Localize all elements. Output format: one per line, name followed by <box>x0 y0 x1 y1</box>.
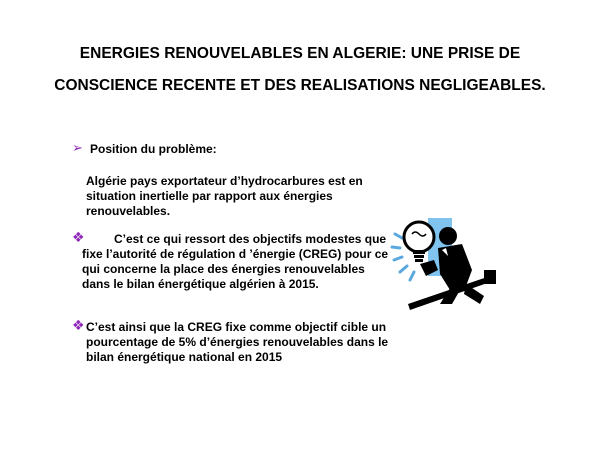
paragraph-2-line: dans le bilan énergétique algérien à 2015. <box>82 277 319 291</box>
paragraph-2-line: fixe l’autorité de régulation d ’énergie (CREG) pour ce <box>82 247 389 261</box>
arrow-right-icon: ➢ <box>72 140 83 155</box>
paragraph-1-line: renouvelables. <box>86 204 171 218</box>
slide-title <box>40 38 560 102</box>
lightbulb-man-icon <box>380 200 500 310</box>
paragraph-3-line: pourcentage de 5% d’énergies renouvelables dans le <box>86 335 389 349</box>
paragraph-1-line: situation inertielle par rapport aux énergies <box>86 189 333 203</box>
paragraph-3-line: C’est ainsi que la CREG fixe comme objectif cible un <box>86 320 387 334</box>
four-diamond-icon: ❖ <box>72 229 83 245</box>
paragraph-3 <box>86 320 389 365</box>
paragraph-1 <box>86 174 363 219</box>
paragraph-3-line: bilan énergétique national en 2015 <box>86 350 283 364</box>
title-line-2: CONSCIENCE RECENTE ET DES REALISATIONS NEGLIGEABLES. <box>54 77 546 94</box>
title-line-1: ENERGIES RENOUVELABLES EN ALGERIE: UNE PRISE DE <box>79 45 521 62</box>
section-heading: Position du problème: <box>90 142 217 156</box>
four-diamond-icon: ❖ <box>72 317 83 333</box>
paragraph-1-line: Algérie pays exportateur d’hydrocarbures est en <box>86 174 363 188</box>
paragraph-2-line: qui concerne la place des énergies renouvelables <box>82 262 365 276</box>
paragraph-2 <box>82 232 389 292</box>
paragraph-2-line: C’est ce qui ressort des objectifs modestes que <box>114 232 387 246</box>
